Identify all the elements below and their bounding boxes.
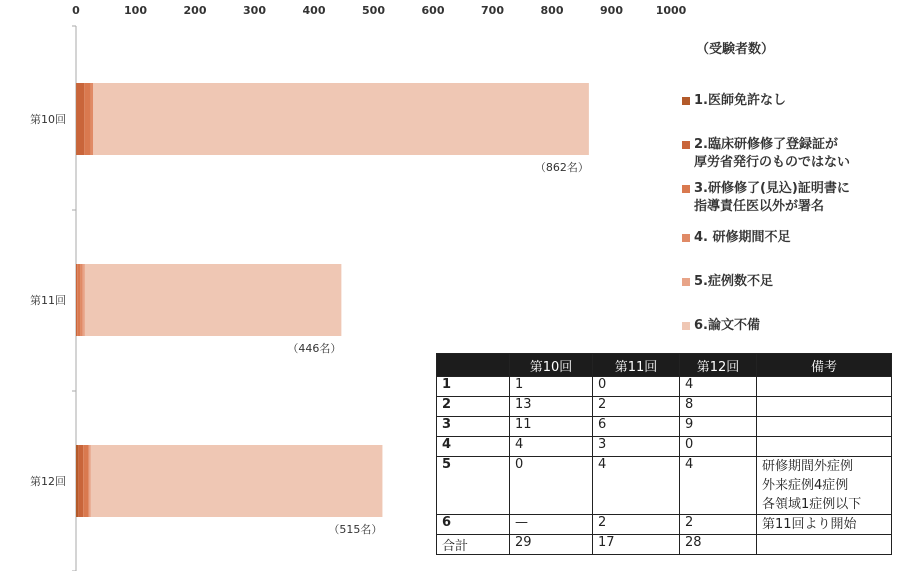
table-header-cell <box>437 354 510 377</box>
table-cell: 0 <box>510 457 593 515</box>
table-header-cell: 第11回 <box>593 354 680 377</box>
bar-segment <box>91 83 93 155</box>
x-tick-label: 500 <box>362 4 385 17</box>
breakdown-table <box>436 353 892 555</box>
bar-segment <box>76 264 77 336</box>
x-tick-label: 400 <box>302 4 326 17</box>
table-cell <box>757 377 892 397</box>
table-cell: 4 <box>680 377 757 397</box>
table-cell: 13 <box>510 397 593 417</box>
category-label: 第11回 <box>30 294 66 307</box>
x-tick-label: 1000 <box>655 4 687 17</box>
bar-segment <box>78 445 83 517</box>
x-tick-label: 100 <box>124 4 147 17</box>
x-tick-label: 700 <box>481 4 504 17</box>
table-header-cell: 第10回 <box>510 354 593 377</box>
legend-label: 4. 研修期間不足 <box>694 230 791 245</box>
bar-segment <box>76 445 78 517</box>
x-tick-label: 300 <box>243 4 266 17</box>
legend-label: 3.研修修了(見込)証明書に 指導責任医以外が署名 <box>694 181 850 214</box>
table-cell: 2 <box>680 515 757 535</box>
table-cell: 17 <box>593 535 680 555</box>
bar-segment <box>81 264 83 336</box>
table-header-cell: 備考 <box>757 354 892 377</box>
table-header-row <box>437 354 892 377</box>
table-cell <box>757 397 892 417</box>
table-cell: 4 <box>593 457 680 515</box>
x-tick-label: 600 <box>421 4 445 17</box>
bar-segment <box>76 83 77 155</box>
table-cell: 研修期間外症例 外来症例4症例 各領域1症例以下 <box>757 457 892 515</box>
table-cell: 第11回より開始 <box>757 515 892 535</box>
legend-item-4 <box>682 229 791 247</box>
table-cell: 6 <box>593 417 680 437</box>
table-cell: 2 <box>593 397 680 417</box>
table-cell <box>757 535 892 555</box>
table-cell: 0 <box>680 437 757 457</box>
bar-segment <box>88 445 90 517</box>
table-cell: 8 <box>680 397 757 417</box>
table-cell: 2 <box>437 397 510 417</box>
table-cell: 4 <box>510 437 593 457</box>
legend-label: 5.症例数不足 <box>694 274 773 289</box>
legend-swatch-icon <box>682 97 690 105</box>
legend-label: 6.論文不備 <box>694 318 760 333</box>
table-row <box>437 417 892 437</box>
x-tick-label: 800 <box>540 4 564 17</box>
table-cell: 9 <box>680 417 757 437</box>
x-tick-label: 0 <box>72 4 80 17</box>
legend-item-2 <box>682 136 850 172</box>
category-label: 第12回 <box>30 475 66 488</box>
table-row <box>437 457 892 515</box>
legend-label: 2.臨床研修修了登録証が 厚労省発行のものではない <box>694 137 851 170</box>
table-cell: 1 <box>437 377 510 397</box>
table-cell: 3 <box>437 417 510 437</box>
x-tick-label: 200 <box>183 4 207 17</box>
table-row <box>437 377 892 397</box>
bar-segment <box>83 264 85 336</box>
legend <box>682 0 900 345</box>
x-tick-label: 900 <box>600 4 623 17</box>
bar-segment <box>84 83 91 155</box>
bar-segment <box>91 445 383 517</box>
legend-label: 1.医師免許なし <box>694 93 786 108</box>
bar-segment <box>77 264 81 336</box>
table-cell: 合計 <box>437 535 510 555</box>
table-cell: 11 <box>510 417 593 437</box>
legend-swatch-icon <box>682 234 690 242</box>
table-row <box>437 535 892 555</box>
bar-segment <box>85 264 341 336</box>
table-cell <box>757 417 892 437</box>
table-header-cell: 第12回 <box>680 354 757 377</box>
table-cell: 3 <box>593 437 680 457</box>
legend-swatch-icon <box>682 322 690 330</box>
legend-swatch-icon <box>682 141 690 149</box>
table-cell: 2 <box>593 515 680 535</box>
legend-item-5 <box>682 273 773 291</box>
table-cell: 0 <box>593 377 680 397</box>
table-row <box>437 437 892 457</box>
legend-swatch-icon <box>682 278 690 286</box>
table-cell: 5 <box>437 457 510 515</box>
table-cell: — <box>510 515 593 535</box>
bar-segment <box>77 83 85 155</box>
bar-segment <box>93 83 589 155</box>
legend-item-3 <box>682 180 850 216</box>
total-label: （862名） <box>534 161 589 174</box>
table-cell: 4 <box>680 457 757 515</box>
table-cell: 4 <box>437 437 510 457</box>
category-label: 第10回 <box>30 113 66 126</box>
table-row <box>437 397 892 417</box>
table-cell: 1 <box>510 377 593 397</box>
table-cell: 28 <box>680 535 757 555</box>
table-cell: 29 <box>510 535 593 555</box>
total-label: （515名） <box>328 523 383 536</box>
table-row <box>437 515 892 535</box>
bar-segment <box>83 445 88 517</box>
legend-item-6 <box>682 317 760 335</box>
table-cell: 6 <box>437 515 510 535</box>
legend-item-1 <box>682 92 786 110</box>
table-cell <box>757 437 892 457</box>
legend-title: （受験者数） <box>696 42 775 57</box>
total-label: （446名） <box>287 342 342 355</box>
legend-swatch-icon <box>682 185 690 193</box>
